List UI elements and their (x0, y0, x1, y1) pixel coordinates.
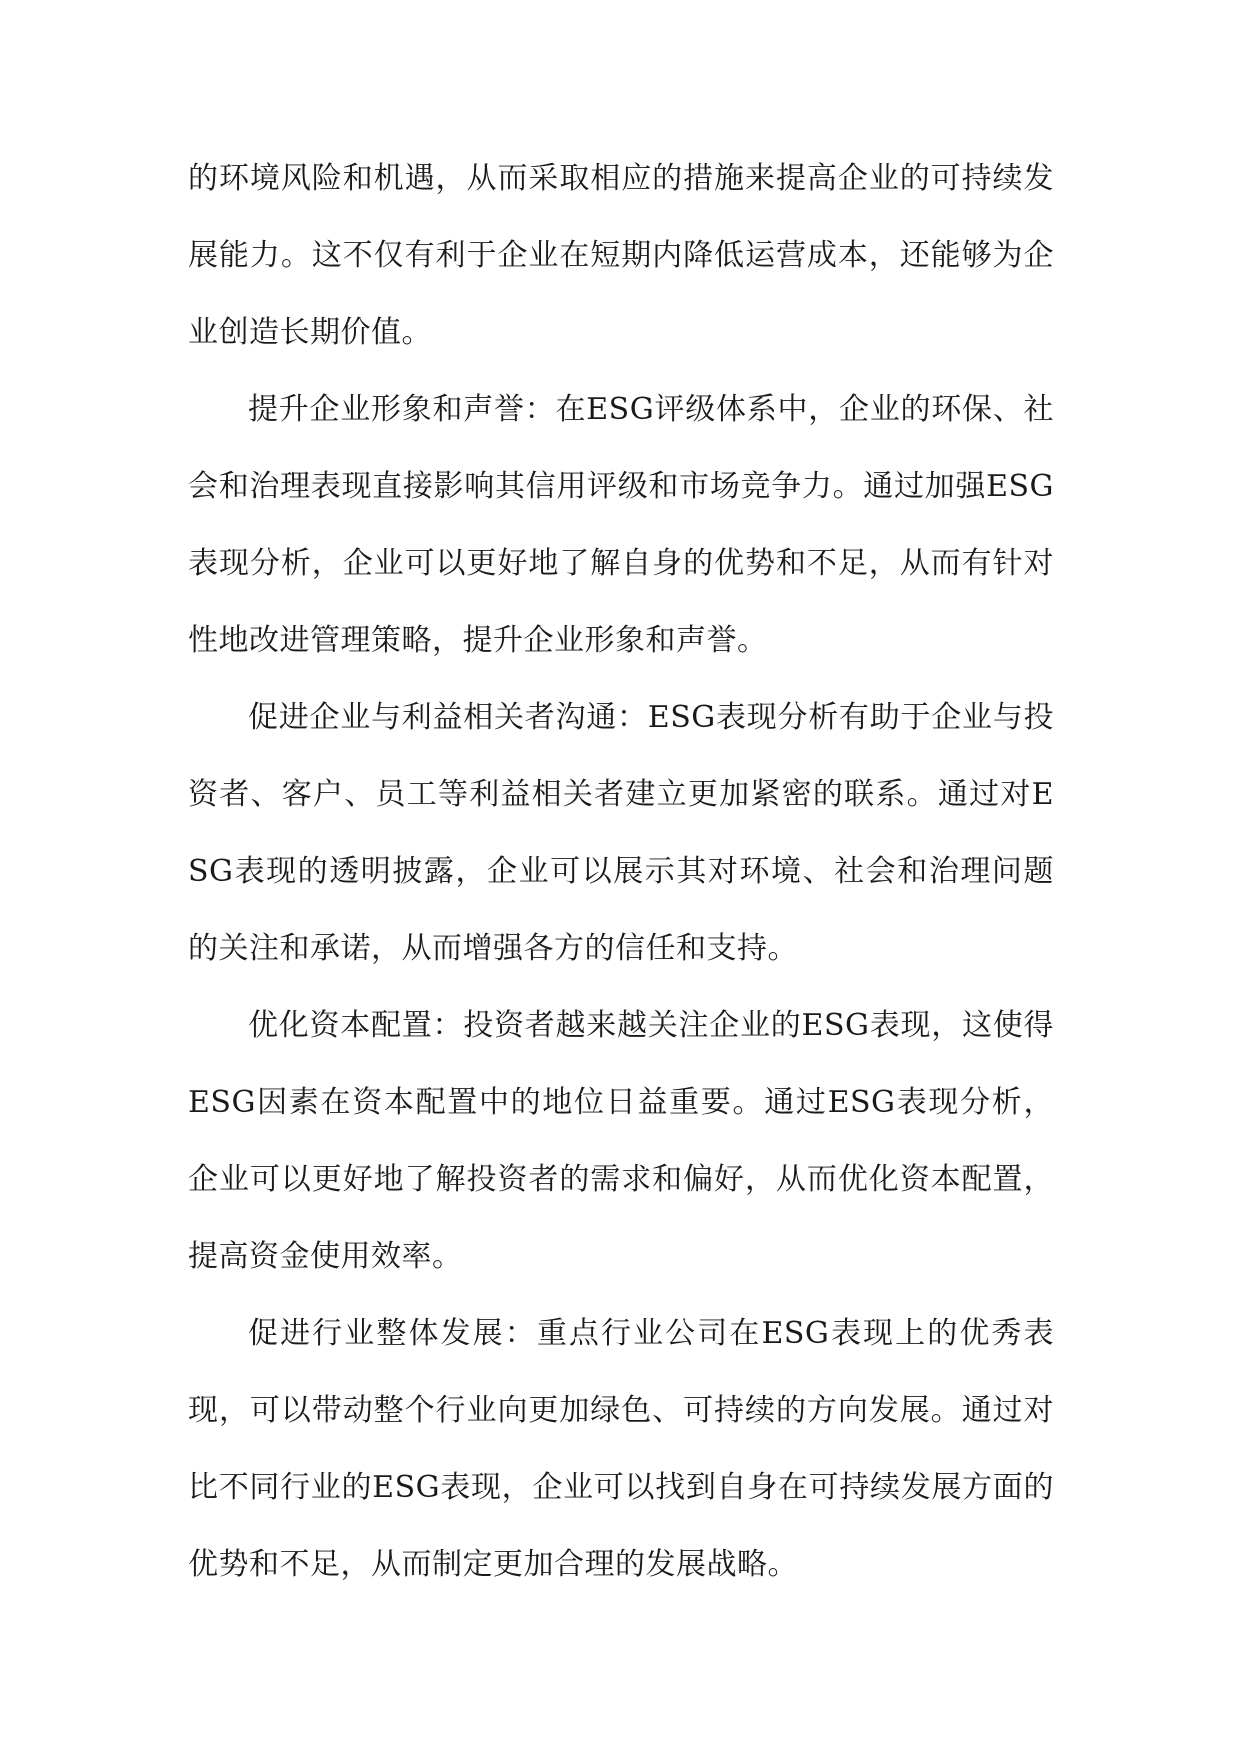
paragraph-capital-allocation: 优化资本配置：投资者越来越关注企业的ESG表现，这使得ESG因素在资本配置中的地位日益重要。通过ESG表现分析，企业可以更好地了解投资者的需求和偏好，从而优化资本配置，提高资金使用效率。 (188, 1008, 1054, 1274)
paragraph-industry-development: 促进行业整体发展：重点行业公司在ESG表现上的优秀表现，可以带动整个行业向更加绿色、可持续的方向发展。通过对比不同行业的ESG表现，企业可以找到自身在可持续发展方面的优势和不足，从而制定更加合理的发展战略。 (188, 1316, 1054, 1582)
paragraph-stakeholder-communication: 促进企业与利益相关者沟通：ESG表现分析有助于企业与投资者、客户、员工等利益相关者建立更加紧密的联系。通过对ESG表现的透明披露，企业可以展示其对环境、社会和治理问题的关注和承诺，从而增强各方的信任和支持。 (188, 700, 1054, 966)
paragraph-brand-image: 提升企业形象和声誉：在ESG评级体系中，企业的环保、社会和治理表现直接影响其信用评级和市场竞争力。通过加强ESG表现分析，企业可以更好地了解自身的优势和不足，从而有针对性地改进管理策略，提升企业形象和声誉。 (188, 392, 1054, 658)
paragraph-continuation: 的环境风险和机遇，从而采取相应的措施来提高企业的可持续发展能力。这不仅有利于企业在短期内降低运营成本，还能够为企业创造长期价值。 (188, 161, 1054, 350)
document-body (188, 140, 1054, 1603)
